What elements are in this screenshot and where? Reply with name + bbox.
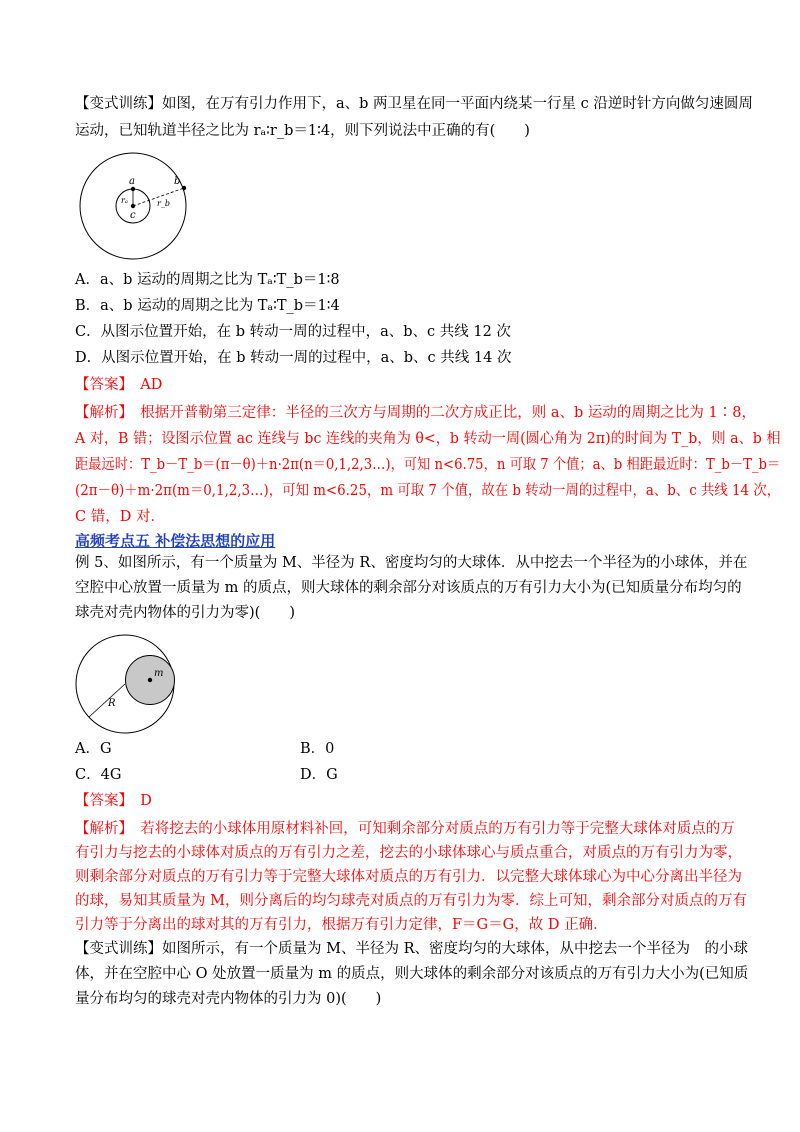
variant2-stem-line-2: 体，并在空腔中心 O 处放置一质量为 m 的质点，则大球体的剩余部分对该质点的万有引力大小为(已知质 [75,966,749,982]
variant1-analysis-line-5: C 错，D 对． [75,509,165,525]
label-c: c [130,210,136,221]
example5-stem-line-1: 例 5、如图所示，有一个质量为 M、半径为 R、密度均匀的大球体．从中挖去一个半径为的小球体，并在 [75,555,748,571]
variant1-option-c: C．从图示位置开始，在 b 转动一周的过程中，a、b、c 共线 12 次 [75,324,511,340]
example5-stem-line-2: 空腔中心放置一质量为 m 的质点，则大球体的剩余部分对该质点的万有引力大小为(已知质量分布均匀的 [75,580,742,596]
example5-answer: 【答案】 D [75,793,152,809]
satellite-b-dot [182,186,186,190]
planet-c-dot [131,204,135,208]
variant1-stem-line-1: 【变式训练】如图，在万有引力作用下，a、b 两卫星在同一平面内绕某一行星 c 沿逆时针方向做匀速圆周 [75,96,753,112]
hollow-sphere-diagram [74,632,204,737]
label-ra: rₐ [121,196,128,205]
label-rb: r_b [157,199,170,208]
section-heading: 高频考点五 补偿法思想的应用 [75,532,276,550]
label-a: a [129,176,135,187]
example5-analysis-line-5: 引力等于分离出的球对其的万有引力，根据万有引力定律，F＝G＝G，故 D 正确． [75,917,608,933]
example5-analysis-line-2: 有引力与挖去的小球体对质点的万有引力之差，挖去的小球体球心与质点重合，对质点的万有引力为零， [75,845,742,861]
variant1-option-b: B．a、b 运动的周期之比为 Tₐ∶T_b＝1∶4 [75,298,340,314]
variant1-stem-line-2: 运动，已知轨道半径之比为 rₐ∶r_b＝1∶4，则下列说法中正确的有( ) [75,123,530,139]
variant1-analysis-line-1: 【解析】 根据开普勒第三定律：半径的三次方与周期的二次方成正比，则 a、b 运动的周期之比为 1∶8， [75,405,756,421]
variant1-analysis-line-3: 距最远时：T_b－T_b＝(π－θ)＋n·2π(n＝0,1,2,3…)，可知 n<6.75，n 可取 7 个值；a、b 相距最近时：T_b－T_b＝ [75,457,781,473]
variant2-stem-line-3: 量分布均匀的球壳对壳内物体的引力为 0)( ) [75,991,382,1007]
example5-option-c: C．4G [75,767,122,783]
example5-option-a: A．G [75,741,112,757]
variant1-answer: 【答案】 AD [75,377,163,393]
example5-analysis-line-1: 【解析】 若将挖去的小球体用原材料补回，可知剩余部分对质点的万有引力等于完整大球体对质点的万 [75,821,735,837]
variant1-analysis-line-2: A 对，B 错；设图示位置 ac 连线与 bc 连线的夹角为 θ<，b 转动一周(圆心角为 2π)的时间为 T_b，则 a、b 相 [75,431,781,447]
variant1-analysis-line-4: (2π－θ)＋m·2π(m＝0,1,2,3…)，可知 m<6.25，m 可取 7 个值，故在 b 转动一周的过程中，a、b、c 共线 14 次， [75,483,781,499]
example5-option-d: D．G [300,767,338,783]
label-R: R [108,698,116,709]
label-m: m [154,668,164,679]
variant1-option-a: A．a、b 运动的周期之比为 Tₐ∶T_b＝1∶8 [75,272,340,288]
variant1-option-d: D．从图示位置开始，在 b 转动一周的过程中，a、b、c 共线 14 次 [75,350,512,366]
variant2-stem-line-1: 【变式训练】如图所示，有一个质量为 M、半径为 R、密度均匀的大球体，从中挖去一个半径为 的小球 [75,941,748,957]
example5-stem-line-3: 球壳对壳内物体的引力为零)( ) [75,605,295,621]
example5-option-b: B．0 [300,741,335,757]
orbit-diagram [74,151,234,266]
satellite-a-dot [131,187,135,191]
mass-point-m [148,678,152,682]
example5-analysis-line-3: 则剩余部分对质点的万有引力等于完整大球体对质点的万有引力．以完整大球体球心为中心分离出半径为 [75,869,742,885]
label-b: b [174,176,181,187]
example5-analysis-line-4: 的球，易知其质量为 M，则分离后的均匀球壳对质点的万有引力为零．综上可知，剩余部分对质点的万有 [75,893,747,909]
